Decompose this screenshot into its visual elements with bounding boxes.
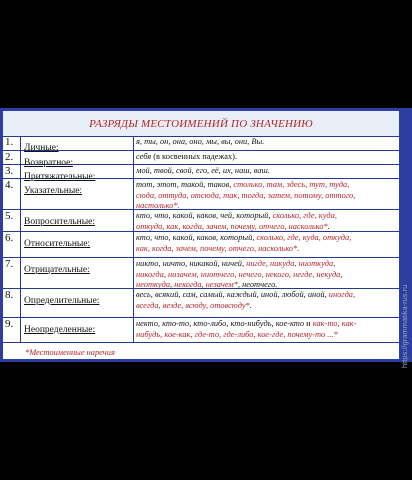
pronoun-words: и xyxy=(306,319,313,328)
table-row xyxy=(3,165,399,182)
pronoun-words: тот, этот, такой, таков, xyxy=(136,180,234,189)
row-number: 9. xyxy=(3,318,21,342)
pronoun-words: себя xyxy=(136,152,152,161)
example-line xyxy=(136,191,398,202)
example-line xyxy=(136,233,398,244)
pronoun-words: некто, кто-то, кто-либо, кто-нибудь, кое-кто xyxy=(136,319,307,328)
example-line xyxy=(136,166,398,177)
table-row xyxy=(3,151,399,168)
example-line xyxy=(136,180,398,191)
pronoun-category xyxy=(21,165,134,182)
row-number: 4. xyxy=(3,179,21,209)
example-line xyxy=(136,137,398,148)
pronoun-examples xyxy=(136,179,398,209)
pronoun-examples xyxy=(136,258,398,288)
example-line xyxy=(136,270,398,281)
pronoun-category xyxy=(21,289,134,317)
pronoun-examples xyxy=(136,210,398,231)
pronoun-words: я, ты, он, она, оно, мы, вы, они, Вы. xyxy=(136,137,265,146)
example-line xyxy=(136,244,398,255)
pronoun-category xyxy=(21,232,134,257)
pronoun-words: , неотчего. xyxy=(237,280,278,289)
example-line xyxy=(136,301,398,312)
adverb-examples: сколько, где, куда, xyxy=(272,211,337,220)
pronoun-category xyxy=(21,179,134,209)
row-number: 1. xyxy=(3,136,21,150)
pronoun-words: кто, что, какой, каков, который, xyxy=(136,233,257,242)
table-row xyxy=(3,258,399,289)
pronoun-category xyxy=(21,151,134,168)
example-line xyxy=(136,211,398,222)
row-number: 5. xyxy=(3,210,21,231)
category-label: Указательные: xyxy=(24,186,83,196)
pronoun-words: . xyxy=(327,221,330,231)
pronoun-category xyxy=(21,136,134,153)
pronoun-examples xyxy=(136,318,398,342)
example-line xyxy=(136,222,398,233)
category-label: Притяжательные: xyxy=(24,172,96,182)
pronoun-table-card xyxy=(0,108,412,368)
adverb-examples: сколько, где, куда, откуда, xyxy=(256,233,352,242)
category-label: Личные: xyxy=(24,143,59,153)
pronoun-table xyxy=(3,111,399,359)
pronoun-words: . xyxy=(249,300,252,310)
pronoun-words: . xyxy=(297,243,300,253)
adverb-examples: откуда, как, когда, зачем, почему, отчего, насколько* xyxy=(136,221,328,231)
category-label: Определительные: xyxy=(24,296,100,306)
table-title: РАЗРЯДЫ МЕСТОИМЕНИЙ ПО ЗНАЧЕНИЮ xyxy=(3,111,399,137)
category-label: Неопределенные: xyxy=(24,325,96,335)
adverb-examples: нигде, никуда, ниоткуда, xyxy=(246,259,336,268)
pronoun-examples xyxy=(136,165,398,178)
pronoun-words: весь, всякий, сам, самый, каждый, иной, любой, иной, xyxy=(136,290,329,299)
category-label: Вопросительные: xyxy=(24,217,95,227)
adverb-examples: столько, там, здесь, тут, туда, xyxy=(233,180,350,189)
example-line xyxy=(136,330,398,341)
row-number: 3. xyxy=(3,165,21,178)
example-line xyxy=(136,290,398,301)
row-number: 8. xyxy=(3,289,21,317)
table-row xyxy=(3,289,399,318)
adverb-examples: никогда, низачем, ниотчего, нечего, некого, негде, некуда, xyxy=(136,269,343,279)
pronoun-examples xyxy=(136,232,398,257)
row-number: 6. xyxy=(3,232,21,257)
table-row xyxy=(3,179,399,210)
adverb-examples: неоткуда, некогда, незачем* xyxy=(136,280,238,289)
table-row xyxy=(3,318,399,343)
adverb-examples: как-то, как- xyxy=(312,319,357,328)
table-row xyxy=(3,136,399,151)
row-number: 7. xyxy=(3,258,21,288)
adverb-examples: как, когда, зачем, почему, отчего, насколько* xyxy=(136,243,298,253)
pronoun-category xyxy=(21,258,134,288)
pronoun-examples xyxy=(136,151,398,164)
pronoun-category xyxy=(21,210,134,231)
pronoun-words: никто, ничто, никакой, ничей, xyxy=(136,259,247,268)
category-label: Относительные: xyxy=(24,239,91,249)
category-label: Возвратное: xyxy=(24,158,74,168)
watermark-url: https://grammatika-rus.ru xyxy=(400,284,409,368)
category-label: Отрицательные: xyxy=(24,265,90,275)
footnote: *Местоименные наречия xyxy=(25,348,115,357)
pronoun-words: мой, твой, свой, его, её, их, наш, ваш. xyxy=(136,166,270,175)
adverb-examples: иногда, xyxy=(328,290,356,299)
pronoun-words: кто, что, какой, каков, чей, который, xyxy=(136,211,273,220)
adverb-examples: сюда, оттуда, отсюда, так, тогда, затем, потому, оттого, xyxy=(136,190,356,200)
example-line xyxy=(136,152,398,163)
example-line xyxy=(136,259,398,270)
table-row xyxy=(3,232,399,258)
table-row xyxy=(3,210,399,232)
pronoun-examples xyxy=(136,289,398,317)
row-number: 2. xyxy=(3,151,21,164)
pronoun-words: (в косвенных падежах). xyxy=(151,152,238,161)
adverb-examples: всегда, везде, всюду, отовсюду* xyxy=(136,300,250,310)
pronoun-category xyxy=(21,318,134,342)
adverb-examples: нибудь, кое-как, где-то, где-либо, кое-где, почему-то ...* xyxy=(136,329,338,339)
example-line xyxy=(136,319,398,330)
adverb-examples: настолько*. xyxy=(136,201,180,210)
pronoun-examples xyxy=(136,136,398,150)
